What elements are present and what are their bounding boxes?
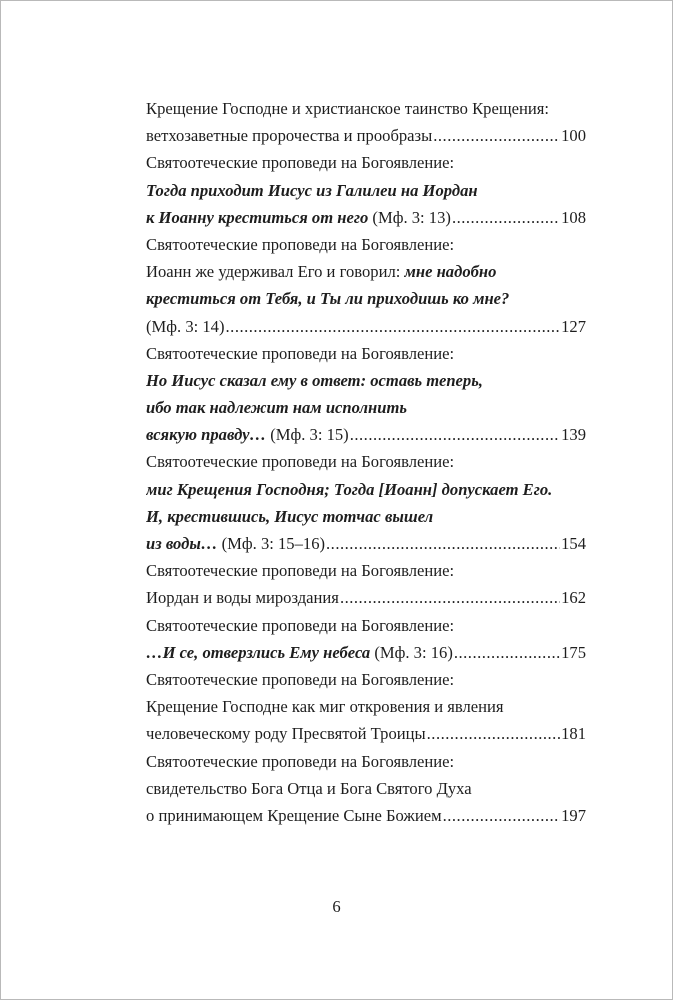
toc-entry-row[interactable]	[146, 639, 586, 666]
folio-page-number: 6	[332, 897, 341, 916]
leader-dots	[433, 122, 560, 149]
toc-heading-text: Святоотеческие проповеди на Богоявление:	[146, 669, 455, 689]
toc-line	[146, 503, 586, 530]
leader-dots	[350, 421, 560, 448]
leader-dots	[454, 639, 560, 666]
toc-heading-text: Святоотеческие проповеди на Богоявление:	[146, 153, 455, 173]
toc-line	[146, 258, 586, 285]
toc-line	[146, 476, 586, 503]
toc-heading-text: Святоотеческие проповеди на Богоявление:	[146, 343, 455, 363]
toc-heading-text: Святоотеческие проповеди на Богоявление:	[146, 615, 455, 635]
toc-line	[146, 775, 586, 802]
page-number[interactable]: 175	[561, 642, 586, 662]
scripture-reference: (Мф. 3: 14)	[146, 316, 225, 336]
toc-entry-row[interactable]	[146, 720, 586, 747]
page-number[interactable]: 108	[561, 207, 586, 227]
toc-entry-title: Крещение Господне и христианское таинство Крещения:	[146, 99, 549, 118]
toc-quote-text: ибо так надлежит нам исполнить	[146, 398, 407, 418]
leader-dots	[427, 720, 560, 747]
toc-quote-text: к Иоанну креститься от него	[146, 207, 369, 227]
toc-quote-text: …И се, отверзлись Ему небеса	[146, 642, 371, 662]
toc-entry-row[interactable]	[146, 802, 586, 829]
toc-section-heading	[146, 448, 586, 475]
toc-section-heading	[146, 666, 586, 693]
toc-section-heading	[146, 748, 586, 775]
leader-dots	[340, 584, 560, 611]
toc-heading-text: Святоотеческие проповеди на Богоявление:	[146, 751, 455, 771]
toc-entry-title: Крещение Господне как миг откровения и явления	[146, 697, 504, 717]
toc-quote-text: Тогда приходит Иисус из Галилеи на Иордан	[146, 180, 478, 200]
toc-entry-row[interactable]	[146, 204, 586, 231]
toc-section-heading	[146, 340, 586, 367]
leader-dots	[452, 204, 560, 231]
toc-entry-title: Иордан и воды мироздания	[146, 588, 339, 608]
table-of-contents	[146, 95, 586, 829]
scripture-reference: (Мф. 3: 15–16)	[221, 534, 326, 553]
leader-dots	[443, 802, 561, 829]
scripture-reference: (Мф. 3: 15)	[270, 425, 349, 445]
toc-quote-text: мне надобно	[404, 262, 497, 282]
toc-entry-row[interactable]	[146, 313, 586, 340]
toc-entry-title: человеческому роду Пресвятой Троицы	[146, 724, 426, 744]
toc-heading-text: Святоотеческие проповеди на Богоявление:	[146, 452, 455, 472]
toc-entry-row[interactable]	[146, 530, 586, 557]
page-number[interactable]: 127	[561, 316, 586, 336]
page-number[interactable]: 154	[561, 534, 586, 553]
scripture-reference: (Мф. 3: 13)	[372, 207, 451, 227]
toc-entry-title: свидетельство Бога Отца и Бога Святого Духа	[146, 778, 472, 798]
toc-entry-title: о принимающем Крещение Сыне Божием	[146, 805, 442, 825]
page-number[interactable]: 139	[561, 425, 586, 445]
toc-section-heading	[146, 149, 586, 176]
toc-line	[146, 367, 586, 394]
toc-entry-title: Иоанн же удерживал Его и говорил:	[146, 262, 405, 282]
leader-dots	[326, 530, 560, 557]
page-number[interactable]: 100	[561, 126, 586, 146]
toc-quote-text: всякую правду…	[146, 425, 267, 445]
toc-entry-row[interactable]	[146, 122, 586, 149]
toc-quote-text: из воды…	[146, 534, 218, 553]
toc-quote-text: Но Иисус сказал ему в ответ: оставь теперь,	[146, 370, 483, 390]
toc-line	[146, 693, 586, 720]
toc-section-heading	[146, 231, 586, 258]
scripture-reference: (Мф. 3: 16)	[374, 642, 453, 662]
toc-heading-text: Святоотеческие проповеди на Богоявление:	[146, 561, 455, 581]
page-number[interactable]: 197	[561, 805, 586, 825]
toc-line	[146, 177, 586, 204]
toc-quote-text: миг Крещения Господня; Тогда [Иоанн] допускает Его.	[146, 479, 553, 499]
leader-dots	[226, 313, 561, 340]
toc-entry-row[interactable]	[146, 584, 586, 611]
page-number[interactable]: 181	[561, 724, 586, 744]
toc-line	[146, 95, 586, 122]
toc-line	[146, 285, 586, 312]
toc-section-heading	[146, 612, 586, 639]
toc-entry-row[interactable]	[146, 421, 586, 448]
toc-line	[146, 394, 586, 421]
toc-entry-title: ветхозаветные пророчества и прообразы	[146, 126, 433, 146]
toc-section-heading	[146, 557, 586, 584]
toc-quote-text: креститься от Тебя, и Ты ли приходишь ко мне?	[146, 289, 510, 309]
page-number[interactable]: 162	[561, 588, 586, 608]
toc-quote-text: И, крестившись, Иисус тотчас вышел	[146, 506, 434, 526]
toc-heading-text: Святоотеческие проповеди на Богоявление:	[146, 234, 455, 254]
